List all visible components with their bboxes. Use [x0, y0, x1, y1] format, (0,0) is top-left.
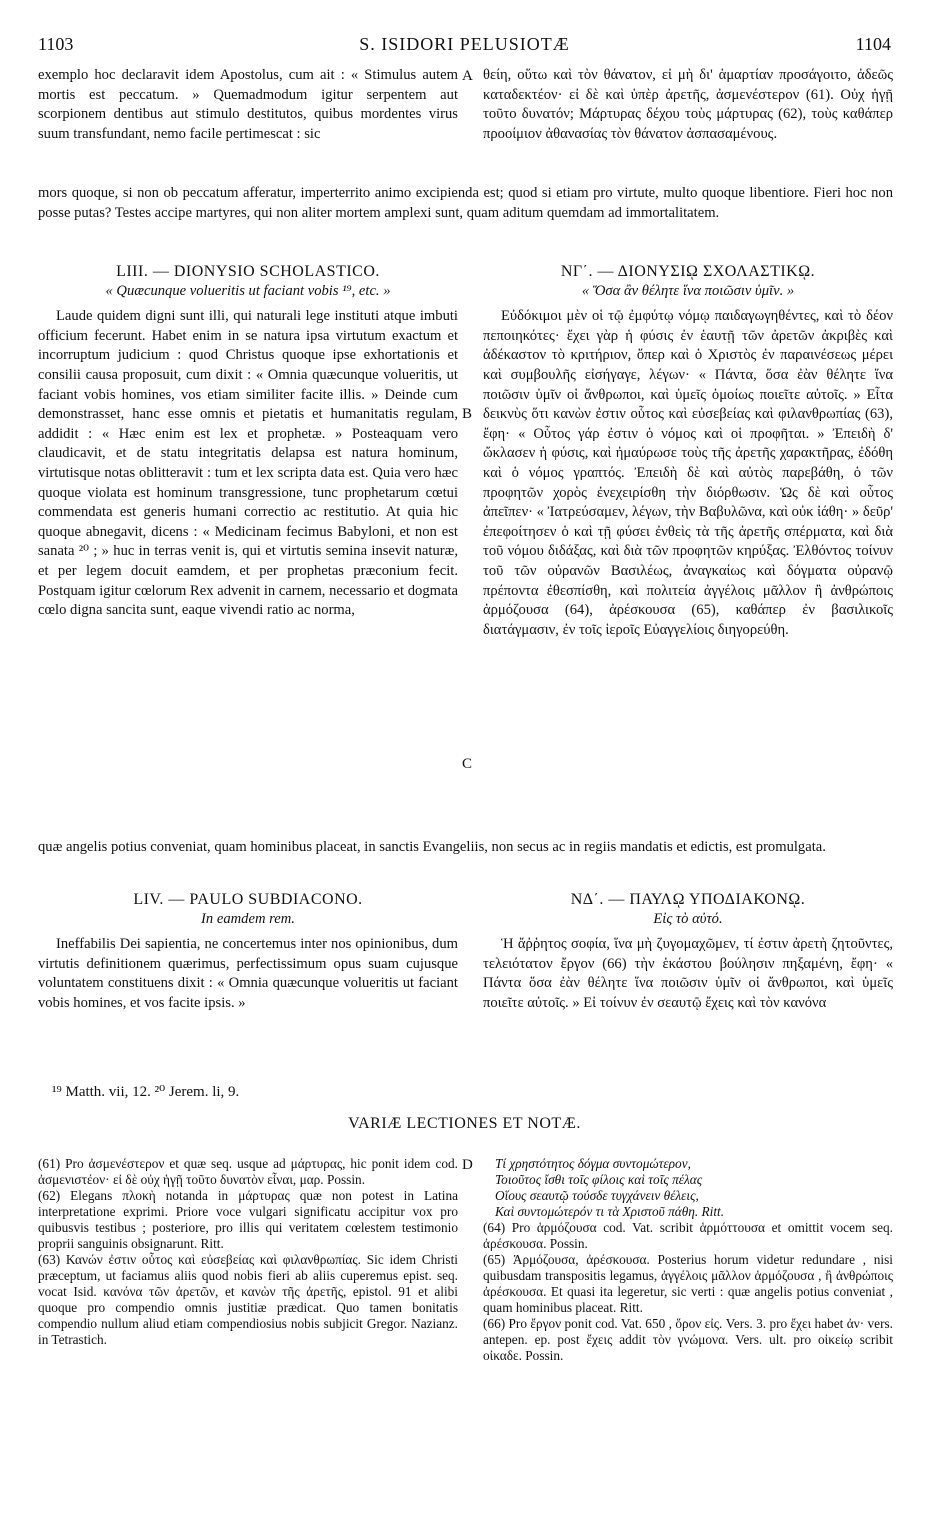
letter-53-latin-text: Laude quidem digni sunt illi, qui naturali lege instituti atque imbuti officium fecerunt. Habet enim in se natura ipsa virtutum exactum et incorruptum judicium : quod Christus quoque ipse exhortationis et consilii causa proposuit, cum dixit : « Omnia quæcunque volueritis, ut faciant vobis homines, vos etiam similiter facite illis. » Deinde cum demonstrasset, hanc esse omnis et pietatis et humanitatis regulam, addidit : « Hæc enim est lex et prophetæ. » Posteaquam vero claudicavit, et de statu integritatis delapsa est natura hominum, virtutisque notas oblitteravit : tum et lex scripta data est. Quia vero hæc quoque violata est hominum transgressione, tunc prophetarum cœtui commendata est generis humani correctio ac restitutio. At quia hic quoque abnegavit, dicens : « Medicinam fecimus Babyloni, et non est sanata ²⁰ ; » huc in terras venit is, qui et virtutis semina insevit naturæ, et per legem docuit eamdem, et per prophetas præconium fecit. Postquam igitur cœlorum Rex advenit in carnem, necessario et dogmata cœlo digna sancita sunt, eaque vivendi ratio ac norma, — [38, 308, 458, 619]
letter-54-latin — [38, 890, 458, 1014]
letter-53-greek-heading: ΝΓ΄. — ΔΙΟΝΥΣΙῼ ΣΧΟΛΑΣΤΙΚῼ. — [560, 263, 816, 280]
note-65: (65) Ἁρμόζουσα, ἀρέσκουσα. Posterius horum videtur redundare , nisi quibusdam transpositis legamus, ἀγγέλοις μᾶλλον ἁρμόζουσα , ἢ ἀνθρώποις ἀρέσκουσα. Et quasi ita legeretur, sic verti : quæ angelis potius conveniat , quam hominibus placeat. Ritt. — [483, 1252, 893, 1315]
letter-53-greek-text: Εὐδόκιμοι μὲν οἱ τῷ ἐμφύτῳ νόμῳ παιδαγωγηθέντες, καὶ τὸ δέον πεποιηκότες· ἔχει γὰρ ἡ φύσις ἐν ἑαυτῇ τῶν ἀρετῶν ἀκριβὲς καὶ ἀδέκαστον τὸ κριτήριον, ὅπερ καὶ ὁ Χριστὸς ἐν παραινέσεως μέρει καὶ συμβουλῆς εἰσήγαγε, λέγων· « Πάντα, ὅσα ἐὰν θέλητε ἵνα ποιῶσιν ὑμῖν οἱ ἄνθρωποι, καὶ ὑμεῖς ὁμοίως ποιεῖτε αὐτοῖς. » Εἶτα δεικνὺς ὅτι κανὼν ἐστιν οὗτος καὶ εὐσεβείας καὶ φιλανθρωπίας (63), ἔφη· « Οὗτος γάρ ἐστιν ὁ νόμος καὶ οἱ προφῆται. » Ἐπειδὴ δ' ὤκλασεν ἡ φύσις, καὶ ἠμαύρωσε τοὺς τῆς ἀρετῆς χαρακτῆρας, ἐδόθη καὶ ὁ νόμος γραπτός. Ἐπειδὴ δὲ καὶ αὐτὸς παρεβάθη, ὁ τῶν προφητῶν χορὸς ἐνεχειρίσθη τὴν διόρθωσιν. Ὡς δὲ καὶ οὗτος ἀπεῖπεν· « Ἰατρεύσαμεν, λέγων, τὴν Βαβυλῶνα, καὶ οὐκ ἰάθη· » δεῦρ' ἐπεφοίτησεν ὁ καὶ τῇ φύσει ἐνθεὶς τὰ τῆς ἀρετῆς σπέρματα, καὶ διὰ τοῦ νόμου διδάξας, καὶ διὰ τῶν προφητῶν κηρύξας. Ἐλθόντος τοίνυν τοῦ τῶν οὐρανῶν Βασιλέως, ἀναγκαίως καὶ δόγματα οὐρανῷ πρέποντα ἐθεσπίσθη, καὶ πολιτεία ἀγγέλοις μᾶλλον ἢ ἀνθρώποις ἁρμόζουσα (64), ἀρέσκουσα (65), καθάπερ ἐν βασιλικοῖς διατάγμασιν, ἐν τοῖς ἱεροῖς Εὐαγγελίοις διηγορεύθη. — [483, 308, 893, 638]
intro-greek — [483, 66, 893, 144]
margin-letter-d: D — [462, 1157, 473, 1173]
letter-54-latin-heading: LIV. — PAULO SUBDIACONO. — [133, 891, 363, 908]
right-page-number: 1104 — [855, 34, 891, 54]
left-page-number: 1103 — [38, 34, 74, 54]
letter-54-greek-text: Ἡ ἄῤῥητος σοφία, ἵνα μὴ ζυγομαχῶμεν, τί ἐστιν ἀρετὴ ζητοῦντες, τελειότατον ἔργον (66) τὴν ἑκάστου βούλησιν πηξαμένη, ἔφη· « Πάντα ὅσα ἐὰν θέλητε ἵνα ποιῶσιν ὑμῖν οἱ ἄνθρωποι, καὶ ὑμεῖς ποιεῖτε αὐτοῖς. » Εἰ τοίνυν ἐν σεαυτῷ ἔχεις καὶ τὸν κανόνα — [483, 936, 893, 1011]
note-66: (66) Pro ἔργον ponit cod. Vat. 650 , ὅρον εἰς. Vers. 3. pro ἔχει habet ἀν· vers. antepen. ep. post ἔχεις addit τὸν γνώμονα. Vers. ult. pro οἰκείῳ scribit οἰκαδε. Possin. — [483, 1316, 893, 1363]
notes-right-column — [483, 1156, 893, 1364]
verse-line-3: Οἵους σεαυτῷ τούσδε τυγχάνειν θέλεις, — [495, 1188, 699, 1203]
letter-53-full — [38, 838, 893, 858]
notes-left-column — [38, 1156, 458, 1348]
intro-greek-text: θείη, οὕτω καὶ τὸν θάνατον, εἰ μὴ δι' ἁμαρτίαν προσάγοιτο, ἀδεῶς καταδεκτέον· εἰ δὲ καὶ ὑπὲρ ἀρετῆς, ἀσμενέστερον (61). Οὐχ ἡγῇ τοῦτο δυνατόν; Μάρτυρας δέχου τοὺς μάρτυρας (62), τοὺς καθάπερ προοίμιον ἀθανασίας τὸν θάνατον ἀσπασαμένους. — [483, 67, 893, 142]
letter-54-greek-subtitle: Εἰς τὸ αὐτό. — [653, 910, 723, 927]
note-61: (61) Pro ἀσμενέστερον et quæ seq. usque ad μάρτυρας, hic ponit idem cod. ἀσμενιστέον· εἰ δὲ οὐχ ἡγῇ τοῦτο δυνατὸν εἶναι, μαρ. Possin. — [38, 1156, 458, 1187]
margin-letter-a: A — [462, 68, 473, 84]
intro-latin-text: exemplo hoc declaravit idem Apostolus, cum ait : « Stimulus autem mortis est peccatum. » Quemadmodum igitur serpentem aut scorpionem dentibus aut stimulo destitutos, quibus mordentes virus suum transfundant, nemo facile pertimescat : sic — [38, 67, 458, 142]
letter-53-full-text: quæ angelis potius conveniat, quam hominibus placeat, in sanctis Evangeliis, non secus ac in regiis mandatis et edictis, est promulgata. — [38, 839, 826, 855]
letter-53-greek — [483, 262, 893, 640]
letter-53-latin-heading: LIII. — DIONYSIO SCHOLASTICO. — [116, 263, 380, 280]
intro-full — [38, 184, 893, 223]
letter-54-latin-text: Ineffabilis Dei sapientia, ne concertemus inter nos opinionibus, dum virtutis definitionem quærimus, perfectissimum opus suam cujusque voluntatem constituens dixit : « Omnia quæcunque volueritis ut faciant vobis homines, et vos facite ipsis. » — [38, 936, 458, 1011]
letter-53-latin — [38, 262, 458, 621]
scripture-footnotes: ¹⁹ Matth. vii, 12. ²⁰ Jerem. li, 9. — [52, 1084, 240, 1100]
margin-letter-b: B — [462, 406, 473, 422]
letter-53-greek-subtitle: « Ὅσα ἂν θέλητε ἵνα ποιῶσιν ὑμῖν. » — [581, 282, 795, 299]
running-header — [38, 34, 891, 58]
letter-53-latin-subtitle: « Quæcunque volueritis ut faciant vobis ¹⁹, etc. » — [105, 282, 391, 299]
running-title: S. ISIDORI PELUSIOTÆ — [359, 34, 570, 54]
note-62: (62) Elegans πλοκὴ notanda in μάρτυρας quæ non potest in Latina interpretatione exprimi. Priore voce vulgari significatu accipitur vox pro quibusvis testibus ; posteriore, pro illis qui veritatem cœlestem testimonio proprii sanguinis obsignarunt. Ritt. — [38, 1188, 458, 1251]
margin-letter-c: C — [462, 756, 473, 772]
variae-lectiones-title: VARIÆ LECTIONES ET NOTÆ. — [348, 1115, 581, 1132]
verse-line-4: Καὶ συντομώτερόν τι τὰ Χριστοῦ πάθη. Ritt. — [495, 1204, 725, 1219]
letter-54-greek — [483, 890, 893, 1014]
intro-full-text: mors quoque, si non ob peccatum afferatur, imperterrito animo excipienda est; quod si etiam pro virtute, multo quoque libentiore. Fieri hoc non posse putas? Testes accipe martyres, qui non aliter mortem amplexi sunt, quam aditum quemdam ad immortalitatem. — [38, 185, 893, 221]
letter-54-latin-subtitle: In eamdem rem. — [201, 910, 295, 927]
intro-latin — [38, 66, 458, 144]
note-64: (64) Pro ἁρμόζουσα cod. Vat. scribit ἁρμόττουσα et omittit vocem seq. ἀρέσκουσα. Possin. — [483, 1220, 893, 1251]
letter-54-greek-heading: ΝΔ΄. — ΠΑΥΛῼ ΥΠΟΔΙΑΚΟΝῼ. — [570, 891, 806, 908]
verse-line-1: Τί χρηστότητος δόγμα συντομώτερον, — [495, 1156, 691, 1171]
note-63: (63) Κανών ἐστιν οὗτος καὶ εὐσεβείας καὶ φιλανθρωπίας. Sic idem Christi præceptum, ut faciamus aliis quod nobis fieri ab aliis cuperemus epist. seq. vocat Isid. κανόνα τῶν ἀρετῶν, et κανὼν τῆς ἀρετῆς, epistol. 91 et alibi quoque pro compendio omnis justitiæ prædicat. Quo tamen bonitatis compendio nullum aliud etiam compendiosius nobis subjicit Gregor. Nazianz. in Tetrastich. — [38, 1252, 458, 1347]
verse-line-2: Τοιοῦτος ἴσθι τοῖς φίλοις καὶ τοῖς πέλας — [495, 1172, 703, 1187]
